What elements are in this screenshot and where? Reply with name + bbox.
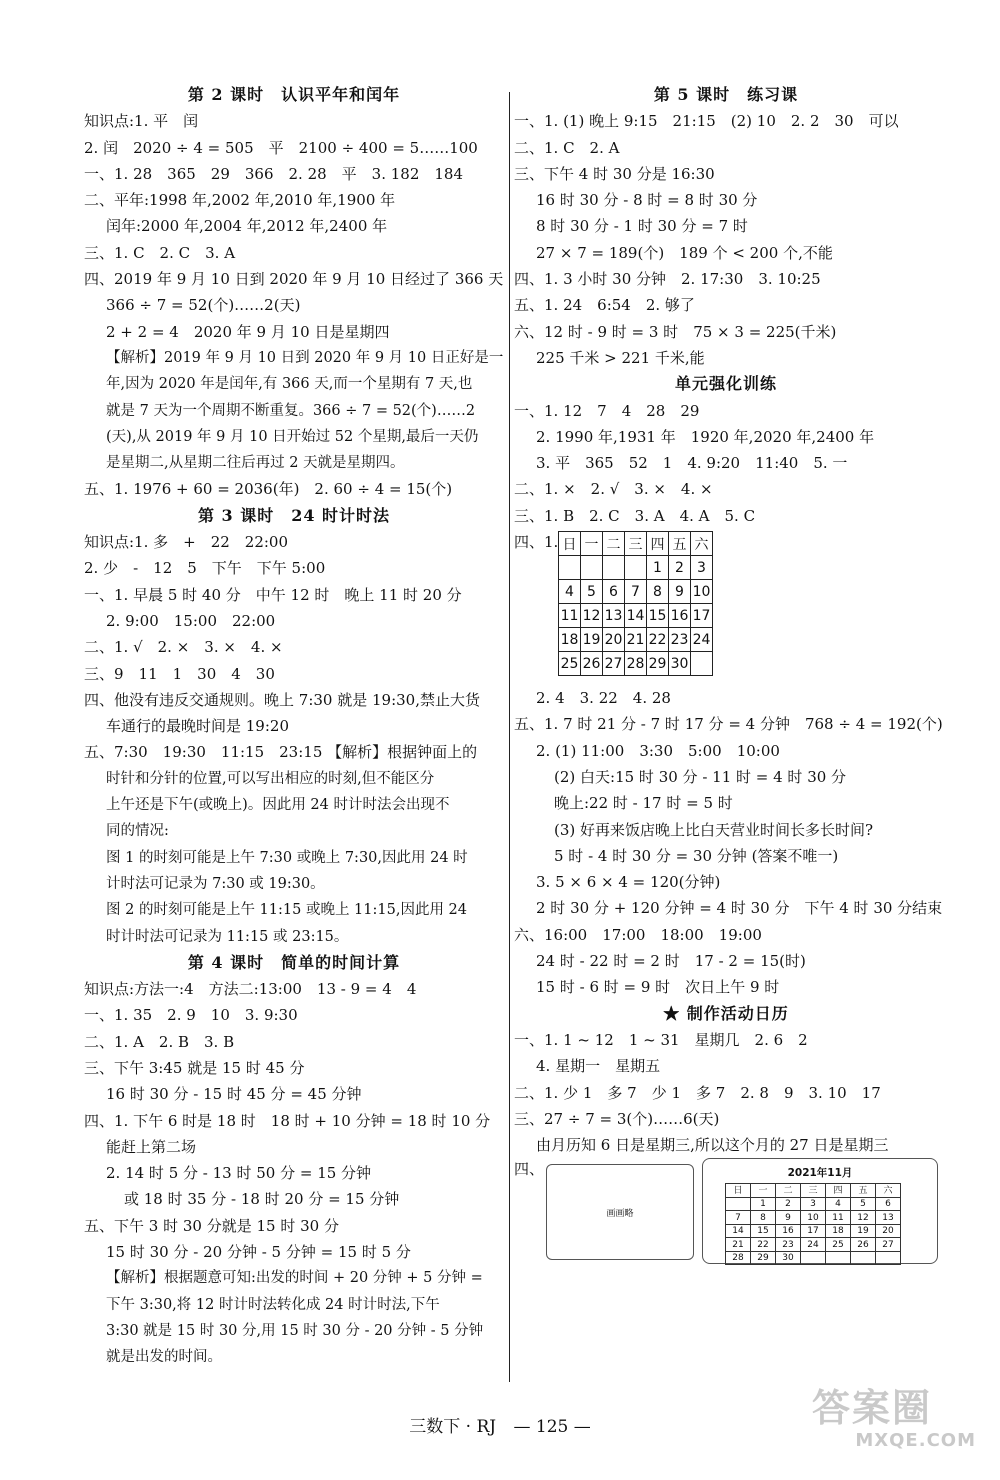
calendar-cell: 25 — [559, 652, 581, 676]
answer-line: 24 时 - 22 时 = 2 时 17 - 2 = 15(时) — [536, 952, 806, 971]
mini-calendar-table — [725, 1183, 901, 1265]
calendar-cell: 3 — [691, 556, 713, 580]
mini-calendar-cell — [801, 1251, 826, 1265]
mini-calendar-cell: 16 — [776, 1224, 801, 1238]
section-heading: 第 5 课时 练习课 — [653, 85, 799, 104]
calendar-cell: 17 — [691, 604, 713, 628]
answer-line: 一、1. 早晨 5 时 40 分 中午 12 时 晚上 11 时 20 分 — [84, 585, 462, 604]
calendar-cell: 10 — [691, 580, 713, 604]
weekday-header: 日 — [726, 1184, 751, 1198]
answer-line: 三、下午 4 时 30 分是 16:30 — [514, 164, 715, 183]
mini-calendar-cell: 15 — [751, 1224, 776, 1238]
section-heading: 第 2 课时 认识平年和闰年 — [187, 85, 401, 104]
mini-calendar-cell: 12 — [851, 1211, 876, 1225]
weekday-header: 日 — [559, 532, 581, 556]
answer-line: 4. 星期一 星期五 — [536, 1057, 661, 1076]
drawing-placeholder — [546, 1164, 694, 1260]
answer-line: 计时法可记录为 7:30 或 19:30。 — [106, 875, 325, 892]
drawing-note: 画画略 — [606, 1208, 634, 1219]
mini-calendar-cell: 17 — [801, 1224, 826, 1238]
mini-calendar-cell: 21 — [726, 1238, 751, 1252]
answer-line: (2) 白天:15 时 30 分 - 11 时 = 4 时 30 分 — [554, 767, 847, 786]
weekday-header: 五 — [851, 1184, 876, 1198]
answer-line: 三、9 11 1 30 4 30 — [84, 664, 275, 683]
calendar-cell: 4 — [559, 580, 581, 604]
mini-calendar-cell: 14 — [726, 1224, 751, 1238]
answer-line: 年,因为 2020 年是闰年,有 366 天,而一个星期有 7 天,也 — [106, 376, 473, 393]
answer-line: 3. 5 × 6 × 4 = 120(分钟) — [536, 873, 721, 892]
answer-line: (3) 好再来饭店晚上比白天营业时间长多长时间? — [554, 820, 874, 839]
mini-calendar-cell: 1 — [751, 1197, 776, 1211]
calendar-cell: 6 — [603, 580, 625, 604]
answer-line: 知识点:1. 多 + 22 22:00 — [84, 533, 289, 552]
calendar-cell: 26 — [581, 652, 603, 676]
mini-calendar-cell: 25 — [826, 1238, 851, 1252]
answer-line: 下午 3:30,将 12 时计时法转化成 24 时计时法,下午 — [106, 1296, 440, 1313]
calendar-cell: 8 — [647, 580, 669, 604]
calendar-cell: 23 — [669, 628, 691, 652]
calendar-cell: 1 — [647, 556, 669, 580]
answer-line: 8 时 30 分 - 1 时 30 分 = 7 时 — [536, 217, 748, 236]
answer-line: 四、1. 下午 6 时是 18 时 18 时 + 10 分钟 = 18 时 10 分 — [84, 1111, 491, 1130]
mini-calendar — [702, 1158, 938, 1264]
calendar-cell: 16 — [669, 604, 691, 628]
calendar-cell: 19 — [581, 628, 603, 652]
calendar-table — [558, 531, 713, 676]
answer-line: 16 时 30 分 - 15 时 45 分 = 45 分钟 — [106, 1085, 362, 1104]
answer-line: 图 1 的时刻可能是上午 7:30 或晚上 7:30,因此用 24 时 — [106, 849, 468, 866]
answer-line: 2 时 30 分 + 120 分钟 = 4 时 30 分 下午 4 时 30 分结束 — [536, 899, 943, 918]
weekday-header: 六 — [691, 532, 713, 556]
answer-line: 六、16:00 17:00 18:00 19:00 — [514, 925, 762, 944]
answer-calendar — [514, 529, 938, 685]
answer-line: 2. 9:00 15:00 22:00 — [106, 611, 276, 630]
answer-line: 时针和分针的位置,可以写出相应的时刻,但不能区分 — [106, 770, 435, 787]
calendar-cell — [581, 556, 603, 580]
answer-line: 同的情况: — [106, 823, 169, 840]
answer-line: 车通行的最晚时间是 19:20 — [106, 717, 289, 736]
mini-calendar-cell: 10 — [801, 1211, 826, 1225]
answer-line: 二、1. 少 1 多 7 少 1 多 7 2. 8 9 3. 10 17 — [514, 1083, 881, 1102]
mini-calendar-cell: 20 — [876, 1224, 901, 1238]
answer-line: 2. 14 时 5 分 - 13 时 50 分 = 15 分钟 — [106, 1164, 372, 1183]
mini-calendar-cell: 30 — [776, 1251, 801, 1265]
section-heading: 第 3 课时 24 时计时法 — [197, 505, 391, 525]
answer-line: 一、1. 1 ~ 12 1 ~ 31 星期几 2. 6 2 — [514, 1030, 808, 1049]
weekday-header: 二 — [603, 532, 625, 556]
answer-line: 就是出发的时间。 — [106, 1349, 222, 1366]
answer-line: 225 千米 > 221 千米,能 — [536, 348, 705, 367]
answer-line: 就是 7 天为一个周期不断重复。366 ÷ 7 = 52(个)……2 — [106, 402, 476, 419]
answer-line: 16 时 30 分 - 8 时 = 8 时 30 分 — [536, 191, 758, 210]
answer-line: 一、1. 35 2. 9 10 3. 9:30 — [84, 1006, 298, 1025]
mini-calendar-cell: 27 — [876, 1238, 901, 1252]
mini-calendar-cell: 11 — [826, 1211, 851, 1225]
answer-line: 一、1. (1) 晚上 9:15 21:15 (2) 10 2. 2 30 可以 — [514, 112, 899, 131]
answer-line: 2 + 2 = 4 2020 年 9 月 10 日是星期四 — [106, 322, 390, 341]
calendar-cell: 9 — [669, 580, 691, 604]
answer-line: 能赶上第二场 — [106, 1137, 197, 1156]
answer-line: 【解析】根据题意可知:出发的时间 + 20 分钟 + 5 分钟 = — [106, 1270, 483, 1287]
mini-calendar-cell: 29 — [751, 1251, 776, 1265]
left-column — [84, 82, 504, 1371]
answer-line: 2. (1) 11:00 3:30 5:00 10:00 — [536, 741, 780, 760]
answer-line: (天),从 2019 年 9 月 10 日开始过 52 个星期,最后一天仍 — [106, 428, 479, 445]
calendar-cell: 28 — [625, 652, 647, 676]
answer-line: 五、1. 1976 + 60 = 2036(年) 2. 60 ÷ 4 = 15(个) — [84, 480, 453, 499]
answer-line: 二、1. C 2. A — [514, 138, 620, 157]
watermark-url: MXQE.COM — [855, 1430, 976, 1451]
calendar-cell: 21 — [625, 628, 647, 652]
calendar-cell: 12 — [581, 604, 603, 628]
mini-calendar-cell: 4 — [826, 1197, 851, 1211]
calendar-cell: 29 — [647, 652, 669, 676]
answer-line: 六、12 时 - 9 时 = 3 时 75 × 3 = 225(千米) — [514, 322, 837, 341]
mini-calendar-cell — [726, 1197, 751, 1211]
weekday-header: 一 — [581, 532, 603, 556]
answer-line: 是星期二,从星期二往后再过 2 天就是星期四。 — [106, 455, 405, 472]
answer-line: 由月历知 6 日是星期三,所以这个月的 27 日是星期三 — [536, 1136, 889, 1155]
answer-line: 366 ÷ 7 = 52(个)……2(天) — [106, 296, 301, 315]
mini-calendar-cell: 8 — [751, 1211, 776, 1225]
answer-line: 2. 少 - 12 5 下午 下午 5:00 — [84, 559, 326, 578]
activity-label: 四、 — [514, 1160, 545, 1179]
calendar-cell: 18 — [559, 628, 581, 652]
answer-line: 四、1. 3 小时 30 分钟 2. 17:30 3. 10:25 — [514, 270, 821, 289]
answer-line: 三、1. B 2. C 3. A 4. A 5. C — [514, 506, 756, 525]
answer-line: 二、平年:1998 年,2002 年,2010 年,1900 年 — [84, 191, 396, 210]
answer-line: 一、1. 12 7 4 28 29 — [514, 401, 700, 420]
calendar-cell — [559, 556, 581, 580]
calendar-cell: 20 — [603, 628, 625, 652]
calendar-cell: 14 — [625, 604, 647, 628]
mini-calendar-cell: 26 — [851, 1238, 876, 1252]
mini-calendar-cell: 2 — [776, 1197, 801, 1211]
answer-line: 27 × 7 = 189(个) 189 个 < 200 个,不能 — [536, 243, 833, 262]
weekday-header: 四 — [647, 532, 669, 556]
calendar-cell: 27 — [603, 652, 625, 676]
answer-line: 二、1. A 2. B 3. B — [84, 1032, 235, 1051]
answer-line: 2. 4 3. 22 4. 28 — [536, 689, 671, 708]
calendar-cell: 7 — [625, 580, 647, 604]
right-column — [514, 82, 943, 1264]
mini-calendar-cell: 7 — [726, 1211, 751, 1225]
mini-calendar-cell: 23 — [776, 1238, 801, 1252]
calendar-cell: 15 — [647, 604, 669, 628]
answer-line: 晚上:22 时 - 17 时 = 5 时 — [554, 794, 733, 813]
calendar-cell: 11 — [559, 604, 581, 628]
answer-line: 3:30 就是 15 时 30 分,用 15 时 30 分 - 20 分钟 - 5 分钟 — [106, 1322, 484, 1339]
answer-line: 5 时 - 4 时 30 分 = 30 分钟 (答案不唯一) — [554, 846, 839, 865]
mini-calendar-cell: 9 — [776, 1211, 801, 1225]
weekday-header: 五 — [669, 532, 691, 556]
section-heading: ★ 制作活动日历 — [663, 1003, 789, 1023]
answer-line: 15 时 - 6 时 = 9 时 次日上午 9 时 — [536, 978, 780, 997]
answer-line: 上午还是下午(或晚上)。因此用 24 时计时法会出现不 — [106, 797, 450, 814]
answer-line: 二、1. × 2. √ 3. × 4. × — [514, 480, 713, 499]
weekday-header: 三 — [625, 532, 647, 556]
mini-calendar-cell: 24 — [801, 1238, 826, 1252]
answer-line: 【解析】2019 年 9 月 10 日到 2020 年 9 月 10 日正好是一 — [106, 349, 504, 366]
answer-line: 时计时法可记录为 11:15 或 23:15。 — [106, 928, 349, 945]
calendar-cell — [625, 556, 647, 580]
subject-label: 三数下 · RJ — [409, 1417, 497, 1437]
calendar-cell: 24 — [691, 628, 713, 652]
answer-line: 五、1. 7 时 21 分 - 7 时 17 分 = 4 分钟 768 ÷ 4 = 192(个) — [514, 715, 943, 734]
column-divider — [509, 92, 510, 1382]
answer-line: 闰年:2000 年,2004 年,2012 年,2400 年 — [106, 217, 388, 236]
mini-calendar-cell: 13 — [876, 1211, 901, 1225]
answer-line: 图 2 的时刻可能是上午 11:15 或晚上 11:15,因此用 24 — [106, 902, 468, 919]
section-heading: 单元强化训练 — [674, 374, 777, 394]
mini-calendar-cell: 19 — [851, 1224, 876, 1238]
answer-line: 15 时 30 分 - 20 分钟 - 5 分钟 = 15 时 5 分 — [106, 1243, 411, 1262]
answer-line: 五、1. 24 6:54 2. 够了 — [514, 296, 695, 315]
mini-calendar-cell: 6 — [876, 1197, 901, 1211]
weekday-header: 三 — [801, 1184, 826, 1198]
mini-calendar-cell: 5 — [851, 1197, 876, 1211]
mini-calendar-cell: 3 — [801, 1197, 826, 1211]
answer-line: 四、他没有违反交通规则。晚上 7:30 就是 19:30,禁止大货 — [84, 690, 480, 709]
answer-line: 五、7:30 19:30 11:15 23:15 【解析】根据钟面上的 — [84, 743, 478, 762]
mini-calendar-cell: 18 — [826, 1224, 851, 1238]
weekday-header: 一 — [751, 1184, 776, 1198]
answer-line: 3. 平 365 52 1 4. 9:20 11:40 5. 一 — [536, 454, 848, 473]
answer-line: 三、27 ÷ 7 = 3(个)……6(天) — [514, 1109, 720, 1128]
answer-line: 三、下午 3:45 就是 15 时 45 分 — [84, 1058, 305, 1077]
weekday-header: 六 — [876, 1184, 901, 1198]
answer-line: 2. 1990 年,1931 年 1920 年,2020 年,2400 年 — [536, 427, 875, 446]
answer-line: 或 18 时 35 分 - 18 时 20 分 = 15 分钟 — [124, 1190, 400, 1209]
calendar-label: 四、1. — [514, 533, 559, 552]
answer-line: 五、下午 3 时 30 分就是 15 时 30 分 — [84, 1216, 339, 1235]
calendar-cell: 30 — [669, 652, 691, 676]
calendar-cell — [603, 556, 625, 580]
mini-calendar-cell — [826, 1251, 851, 1265]
weekday-header: 二 — [776, 1184, 801, 1198]
section-heading: 第 4 课时 简单的时间计算 — [187, 952, 401, 972]
answer-line: 三、1. C 2. C 3. A — [84, 243, 236, 262]
calendar-cell — [691, 652, 713, 676]
watermark-logo — [812, 1386, 982, 1472]
mini-calendar-cell — [851, 1251, 876, 1265]
activity-calendar-section — [514, 1158, 938, 1262]
mini-calendar-cell: 22 — [751, 1238, 776, 1252]
answer-line: 2. 闰 2020 ÷ 4 = 505 平 2100 ÷ 400 = 5……100 — [84, 138, 478, 157]
page-number: — 125 — — [513, 1417, 591, 1437]
answer-line: 二、1. √ 2. × 3. × 4. × — [84, 638, 283, 657]
answer-line: 知识点:1. 平 闰 — [84, 112, 199, 131]
weekday-header: 四 — [826, 1184, 851, 1198]
answer-line: 一、1. 28 365 29 366 2. 28 平 3. 182 184 — [84, 164, 464, 183]
answer-line: 四、2019 年 9 月 10 日到 2020 年 9 月 10 日经过了 366 天 — [84, 270, 504, 289]
mini-calendar-title: 2021年11月 — [787, 1167, 853, 1180]
answer-line: 知识点:方法一:4 方法二:13:00 13 - 9 = 4 4 — [84, 980, 417, 999]
mini-calendar-cell — [876, 1251, 901, 1265]
watermark-text: 答案圈 — [812, 1386, 933, 1430]
calendar-cell: 5 — [581, 580, 603, 604]
calendar-cell: 22 — [647, 628, 669, 652]
calendar-cell: 2 — [669, 556, 691, 580]
mini-calendar-cell: 28 — [726, 1251, 751, 1265]
calendar-cell: 13 — [603, 604, 625, 628]
